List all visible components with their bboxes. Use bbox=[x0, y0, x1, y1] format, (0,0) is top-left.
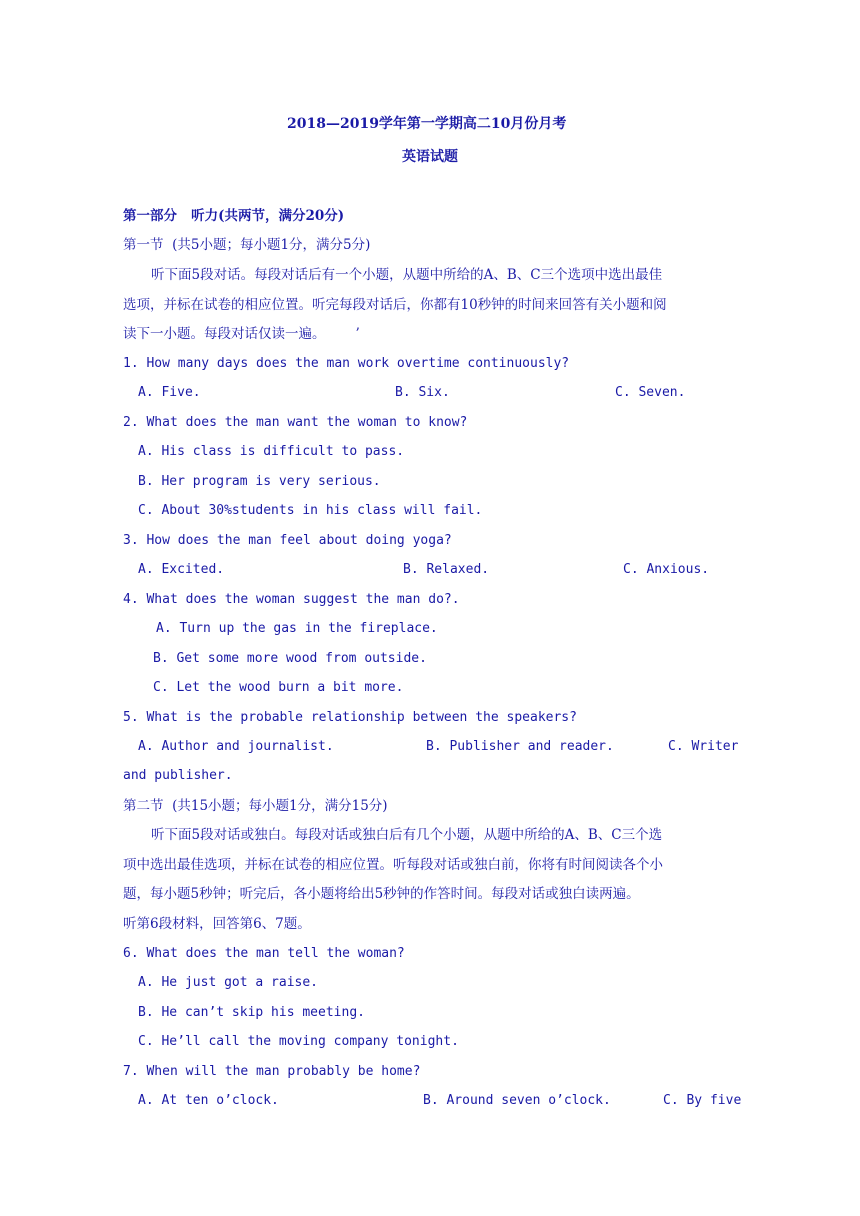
section2-instruction-line: 听下面5段对话或独白。每段对话或独白后有几个小题，从题中所给的A、B、C三个选 bbox=[151, 827, 663, 843]
option-c: C. He’ll call the moving company tonight. bbox=[138, 1034, 459, 1049]
section1-instruction-line: 读下一小题。每段对话仅读一遍。 ’ bbox=[123, 326, 360, 342]
option-c: C. About 30%students in his class will fail. bbox=[138, 503, 483, 518]
option-b: B. Get some more wood from outside. bbox=[153, 651, 427, 666]
option-c: C. By five bbox=[663, 1093, 742, 1108]
question-stem: 2. What does the man want the woman to know? bbox=[123, 415, 468, 430]
option-a: A. At ten o’clock. bbox=[138, 1093, 279, 1108]
option-b: B. Relaxed. bbox=[403, 562, 490, 577]
option-b: B. Six. bbox=[395, 385, 450, 400]
option-c: C. Anxious. bbox=[623, 562, 710, 577]
option-a: A. Author and journalist. bbox=[138, 739, 334, 754]
material-note: 听第6段材料，回答第6、7题。 bbox=[123, 916, 311, 932]
question-stem: 7. When will the man probably be home? bbox=[123, 1064, 421, 1079]
question-stem: 1. How many days does the man work overtime continuously? bbox=[123, 356, 570, 371]
question-stem: 4. What does the woman suggest the man do?. bbox=[123, 592, 460, 607]
question-stem: 5. What is the probable relationship between the speakers? bbox=[123, 710, 577, 725]
option-c: C. Writer bbox=[668, 739, 739, 754]
section1-instruction-line: 选项，并标在试卷的相应位置。听完每段对话后，你都有10秒钟的时间来回答有关小题和阅 bbox=[123, 297, 667, 313]
question-stem: 3. How does the man feel about doing yoga? bbox=[123, 533, 452, 548]
option-a: A. Excited. bbox=[138, 562, 225, 577]
option-b: B. Publisher and reader. bbox=[426, 739, 614, 754]
section2-instruction-line: 项中选出最佳选项，并标在试卷的相应位置。听每段对话或独白前，你将有时间阅读各个小 bbox=[123, 857, 663, 873]
option-b: B. Around seven o’clock. bbox=[423, 1093, 611, 1108]
option-a: A. Turn up the gas in the fireplace. bbox=[156, 621, 438, 636]
option-c: C. Seven. bbox=[615, 385, 686, 400]
option-a: A. His class is difficult to pass. bbox=[138, 444, 405, 459]
section1-instruction-line: 听下面5段对话。每段对话后有一个小题，从题中所给的A、B、C三个选项中选出最佳 bbox=[151, 267, 663, 283]
option-a: A. Five. bbox=[138, 385, 201, 400]
section2-heading: 第二节 (共15小题；每小题1分，满分15分) bbox=[123, 798, 388, 814]
option-c-continued: and publisher. bbox=[123, 768, 233, 783]
section2-instruction-line: 题，每小题5秒钟；听完后，各小题将给出5秒钟的作答时间。每段对话或独白读两遍。 bbox=[123, 886, 640, 902]
part1-heading: 第一部分 听力(共两节，满分20分) bbox=[123, 208, 345, 224]
option-b: B. He can’t skip his meeting. bbox=[138, 1005, 365, 1020]
page-subtitle: 英语试题 bbox=[402, 149, 458, 165]
option-c: C. Let the wood burn a bit more. bbox=[153, 680, 404, 695]
option-b: B. Her program is very serious. bbox=[138, 474, 381, 489]
question-stem: 6. What does the man tell the woman? bbox=[123, 946, 405, 961]
section1-heading: 第一节 (共5小题；每小题1分，满分5分) bbox=[123, 237, 371, 253]
option-a: A. He just got a raise. bbox=[138, 975, 319, 990]
page-title: 2018—2019学年第一学期高二10月份月考 bbox=[287, 116, 567, 132]
